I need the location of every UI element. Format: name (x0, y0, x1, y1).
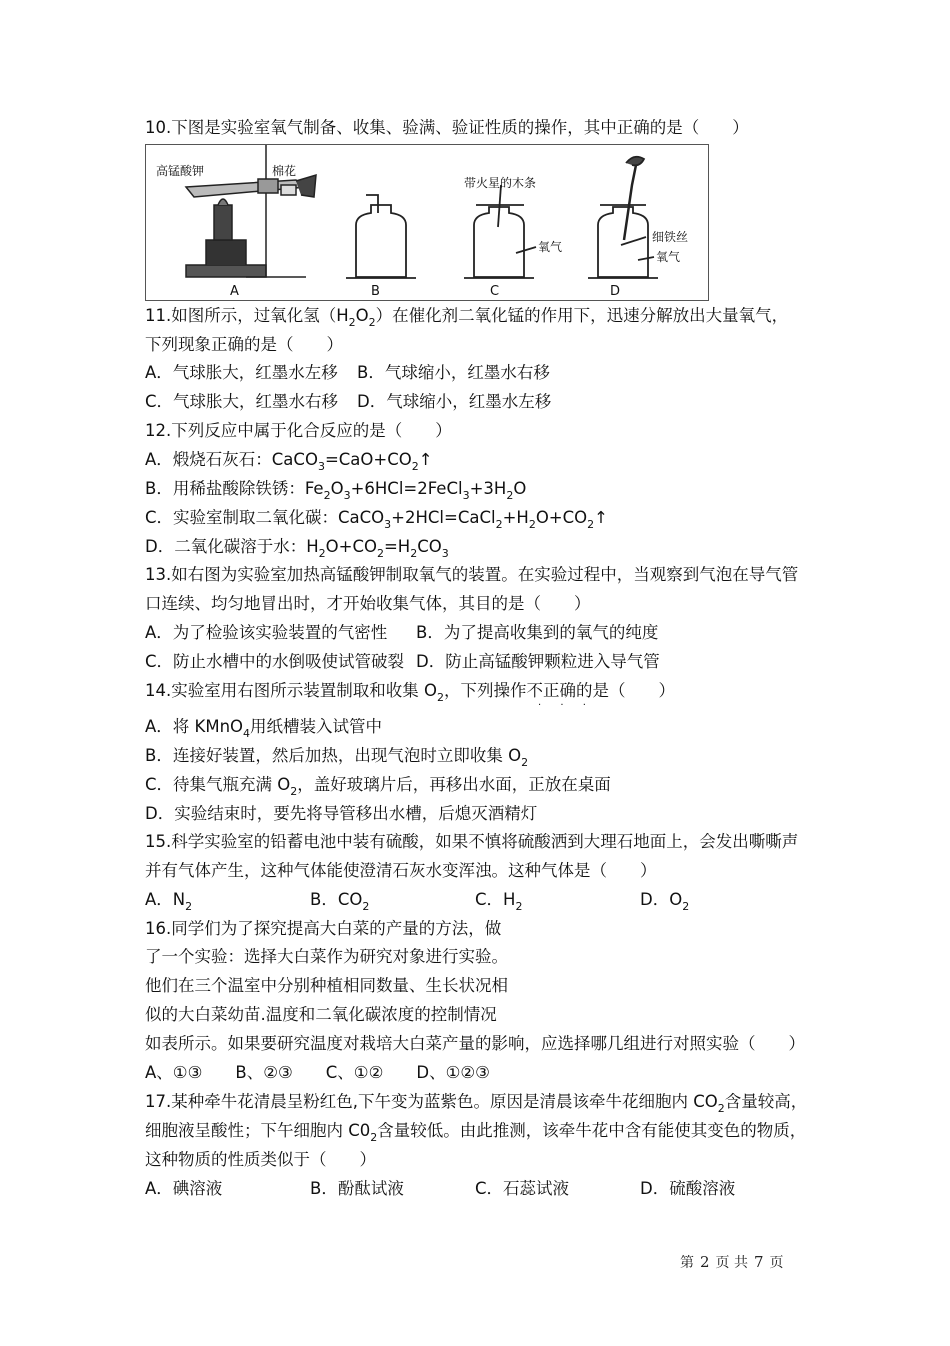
q11-stem-line1: 11.如图所示，过氧化氢$(H_2O_2)$在催化剂二氧化锰的作用下，迅速分解放出大量氧气， (145, 306, 789, 329)
q17-option-b: B．酚酞试液 (310, 1179, 404, 1198)
q17-stem-line1: 17.某种牵牛花清晨呈粉红色,下午变为蓝紫色。原因是清晨该牵牛花细胞内 $CO_2$含量较高， (145, 1092, 808, 1115)
q13-option-a: A．为了检验该实验装置的气密性 (145, 623, 388, 642)
q15-option-d: D．$O_2$ (640, 890, 690, 913)
q17-option-d: D．硫酸溶液 (640, 1179, 736, 1198)
label-d: D (610, 284, 621, 299)
label-oxygen-d: 氧气 (656, 250, 681, 264)
q15-stem-line2: 并有气体产生，这种气体能使澄清石灰水变浑浊。这种气体是（ ） (145, 861, 657, 880)
q15-stem-line1: 15.科学实验室的铅蓄电池中装有硫酸，如果不慎将硫酸洒到大理石地面上，会发出嘶嘶声 (145, 832, 799, 851)
q11-stem-line2: 下列现象正确的是（ ） (145, 335, 343, 354)
q16-stem-line3: 他们在三个温室中分别种植相同数量、生长状况相 (145, 976, 508, 995)
q12-option-b: B．用稀盐酸除铁锈：$Fe_2O_3+6HCl=2FeCl_3+3H_2O$ (145, 479, 527, 502)
q17-stem-line3: 这种物质的性质类似于（ ） (145, 1150, 376, 1169)
q16-options: A、①③ B、②③ C、①② D、①②③ (145, 1063, 490, 1082)
label-splint: 带火星的木条 (464, 176, 537, 190)
page-number: 2 (700, 1253, 710, 1271)
apparatus-d (588, 157, 658, 278)
label-b: B (371, 284, 380, 299)
q14-option-a: A．将 KMnO$_4$用纸槽装入试管中 (145, 717, 383, 740)
q12-option-d: D．二氧化碳溶于水：$H_2O+CO_2=H_2CO_3$ (145, 537, 449, 560)
q14-option-b: B．连接好装置，然后加热，出现气泡时立即收集 $O_2$ (145, 746, 529, 769)
q16-stem-line4: 似的大白菜幼苗.温度和二氧化碳浓度的控制情况 (145, 1005, 497, 1024)
page-footer: 第 2 页 共 7 页 (680, 1253, 784, 1271)
q15-option-c: C．$H_2$ (475, 890, 523, 913)
q11-option-c: C．气球胀大，红墨水右移 (145, 392, 339, 411)
q13-option-b: B．为了提高收集到的氧气的纯度 (416, 623, 659, 642)
label-kmno4: 高锰酸钾 (156, 164, 205, 178)
q12-stem: 12.下列反应中属于化合反应的是（ ） (145, 421, 452, 440)
lab-apparatus-figure (145, 144, 709, 301)
apparatus-c (464, 185, 536, 278)
label-cotton: 棉花 (272, 164, 297, 178)
q13-option-d: D．防止高锰酸钾颗粒进入导气管 (416, 652, 660, 671)
apparatus-b (346, 195, 416, 278)
q11-option-b: B．气球缩小，红墨水右移 (357, 363, 550, 382)
q13-stem-line1: 13.如右图为实验室加热高锰酸钾制取氧气的装置。在实验过程中，当观察到气泡在导气管 (145, 565, 799, 584)
label-a: A (230, 284, 239, 299)
q17-option-c: C．石蕊试液 (475, 1179, 570, 1198)
q11-option-d: D．气球缩小，红墨水左移 (357, 392, 552, 411)
q10-stem: 10.下图是实验室氧气制备、收集、验满、验证性质的操作，其中正确的是（ ） (145, 118, 749, 137)
label-c: C (490, 284, 500, 299)
q14-option-c: C．待集气瓶充满 $O_2$，盖好玻璃片后，再移出水面，正放在桌面 (145, 775, 611, 798)
apparatus-a (186, 145, 316, 277)
q12-option-c: C．实验室制取二氧化碳：$CaCO_3+2HCl=CaCl_2+H_2O+CO_2↑$ (145, 508, 608, 531)
q16-stem-line1: 16.同学们为了探究提高大白菜的产量的方法，做 (145, 919, 502, 938)
q13-option-c: C．防止水槽中的水倒吸使试管破裂 (145, 652, 405, 671)
q16-stem-line2: 了一个实验：选择大白菜作为研究对象进行实验。 (145, 947, 508, 966)
page-total: 7 (754, 1253, 764, 1271)
q15-option-b: B．$CO_2$ (310, 890, 370, 913)
q13-stem-line2: 口连续、均匀地冒出时，才开始收集气体，其目的是（ ） (145, 594, 591, 613)
q12-option-a: A．煅烧石灰石：$CaCO_3=CaO+CO_2↑$ (145, 450, 433, 473)
q15-option-a: A．$N_2$ (145, 890, 193, 913)
q14-option-d: D．实验结束时，要先将导管移出水槽，后熄灭酒精灯 (145, 804, 538, 823)
q11-option-a: A．气球胀大，红墨水左移 (145, 363, 338, 382)
q16-stem-line5: 如表所示。如果要研究温度对栽培大白菜产量的影响，应选择哪几组进行对照实验（ ） (145, 1034, 805, 1053)
q17-option-a: A．碘溶液 (145, 1179, 223, 1198)
apparatus-drawing (146, 145, 708, 300)
q17-stem-line2: 细胞液呈酸性；下午细胞内 $C0_2$含量较低。由此推测，该牵牛花中含有能使其变色的物质， (145, 1121, 807, 1144)
q14-stem: 14.实验室用右图所示装置制取和收集 $O_2$，下列操作不正确的是（ ） (145, 681, 675, 704)
label-iron-wire: 细铁丝 (652, 230, 689, 244)
emphasis-dots: · · · (538, 700, 594, 711)
label-oxygen-c: 氧气 (538, 240, 563, 254)
